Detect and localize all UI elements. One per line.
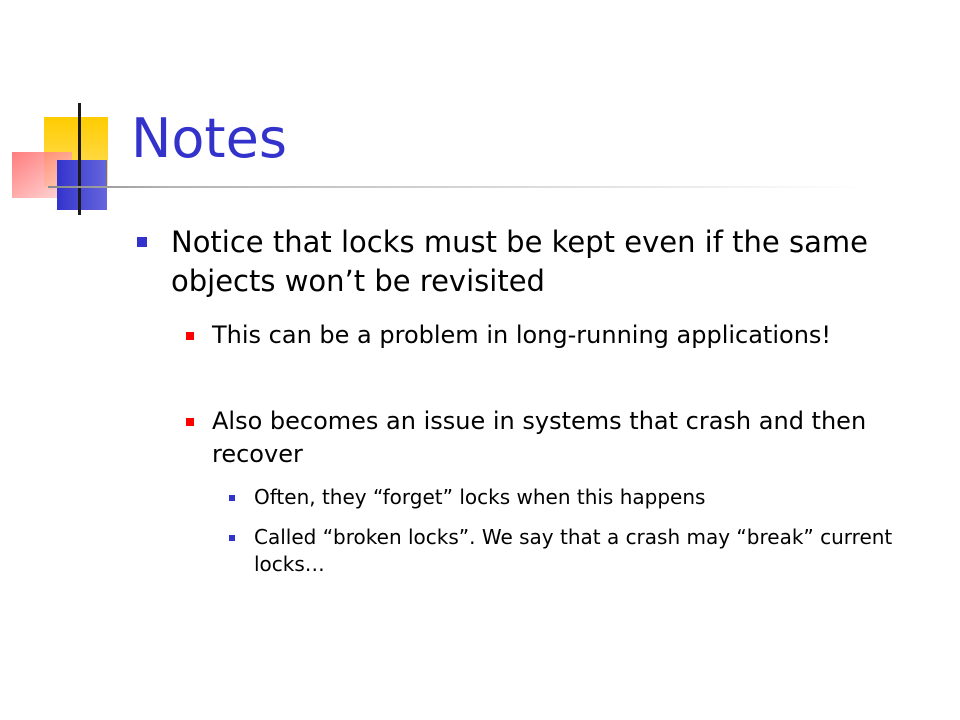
square-bullet-icon bbox=[229, 495, 235, 501]
square-bullet-icon bbox=[137, 237, 147, 247]
square-bullet-icon bbox=[186, 332, 194, 340]
bullet-level2 bbox=[212, 405, 932, 471]
bullet-level3 bbox=[254, 524, 934, 578]
square-bullet-icon bbox=[229, 535, 235, 541]
bullet-text: Often, they “forget” locks when this happens bbox=[254, 485, 706, 509]
slide-title: Notes bbox=[131, 107, 287, 170]
bullet-text: This can be a problem in long-running applications! bbox=[212, 321, 832, 349]
bullet-text: Notice that locks must be kept even if the same objects won’t be revisited bbox=[171, 225, 868, 298]
bullet-level3 bbox=[254, 484, 934, 511]
bullet-level1 bbox=[171, 223, 931, 301]
bullet-level2 bbox=[212, 319, 932, 352]
bullet-text: Also becomes an issue in systems that crash and then recover bbox=[212, 407, 867, 468]
bullet-text: Called “broken locks”. We say that a crash may “break” current locks… bbox=[254, 525, 893, 576]
square-bullet-icon bbox=[186, 418, 194, 426]
